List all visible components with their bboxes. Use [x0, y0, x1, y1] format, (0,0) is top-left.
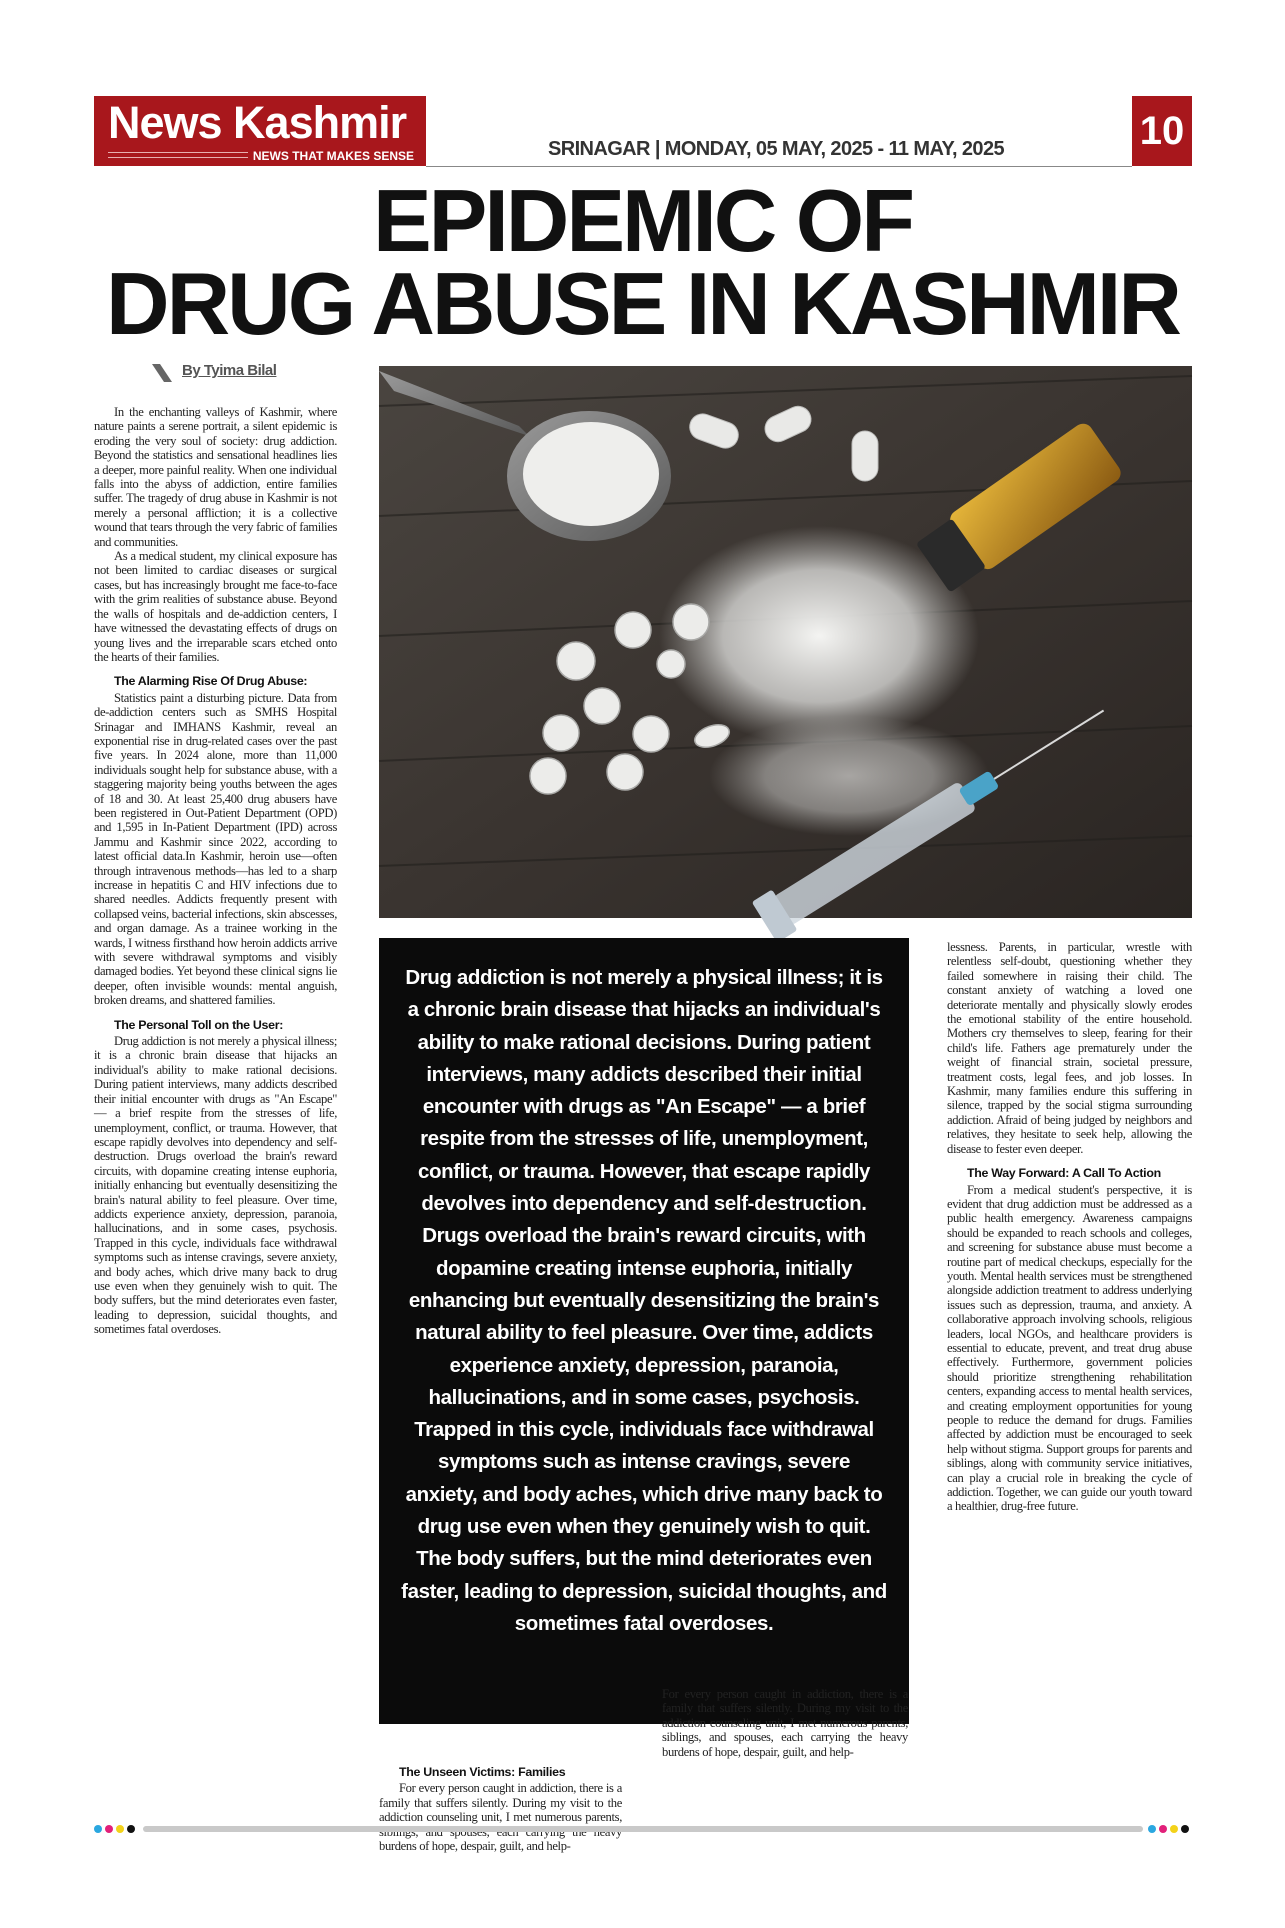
logo-tagline: NEWS THAT MAKES SENSE	[252, 149, 414, 163]
section-heading: The Unseen Victims: Families	[399, 1765, 566, 1779]
article-column-left	[94, 405, 337, 1815]
logo-rule	[108, 157, 248, 158]
paragraph: Drug addiction is not merely a physical illness; it is a chronic brain disease that hijacks an individual's ability to make rational decisions. During patient interviews, many addicts described their initial encounter with drugs as "An Escape" — a brief respite from the stresses of life, unemployment, conflict, or trauma. However, that escape rapidly devolves into dependency and self-destruction. Drugs overload the brain's reward circuits, with dopamine creating intense euphoria, initially enhancing but eventually desensitizing the brain's natural ability to feel pleasure. Over time, addicts experience anxiety, depression, paranoia, hallucinations, and in some cases, psychosis. Trapped in this cycle, individuals face withdrawal symptoms such as intense cravings, severe anxiety, and body aches, which drive many back to drug use even when they genuinely wish to quit. The body suffers, but the mind deteriorates even faster, leading to depression, suicidal thoughts, and sometimes fatal overdoses.	[94, 1034, 337, 1337]
headline-line-1: EPIDEMIC OF	[372, 171, 913, 270]
headline-line-2: DRUG ABUSE IN KASHMIR	[106, 254, 1179, 353]
section-heading: The Way Forward: A Call To Action	[967, 1166, 1161, 1181]
logo-rule	[108, 152, 248, 153]
paragraph: From a medical student's perspective, it is evident that drug addiction must be addressed as a public health emergency. Awareness campaigns should be expanded to reach schools and colleges, and screening for substance abuse must become a routine part of medical checkups, especially for the youth. Mental health services must be strengthened alongside addiction treatment to address underlying issues such as depression, trauma, and anxiety. A collaborative approach involving schools, religious leaders, local NGOs, and healthcare providers is essential to educate, prevent, and treat drug abuse effectively. Furthermore, government policies should prioritize strengthening rehabilitation centers, expanding access to mental health services, and creating employment opportunities for young people to reduce the demand for drugs. Families affected by addiction must be encouraged to seek help without stigma. Support groups for parents and siblings, along with community service initiatives, can play a crucial role in breaking the cycle of addiction. Together, we can guide our youth toward a healthier, drug-free future.	[947, 1182, 1192, 1514]
section-heading: The Personal Toll on the User:	[114, 1017, 284, 1032]
paragraph: Statistics paint a disturbing picture. Data from de-addiction centers such as SMHS Hospital Srinagar and IMHANS Kashmir, reveal an exponential rise in drug-related cases over the past five years. In 2024 alone, more than 11,000 individuals sought help for substance abuse, with a staggering majority being youths between the ages of 18 and 30. At least 25,400 drug abusers have been registered in Out-Patient Department (OPD) and 1,595 in In-Patient Department (IPD) across Jammu and Kashmir since 2022, according to latest official data.In Kashmir, heroin use—often through intravenous methods—has led to a sharp increase in hepatitis C and HIV infections due to shared needles. Addicts frequently present with collapsed veins, bacterial infections, skin abscesses, and organ damage. As a trainee working in the wards, I witness firsthand how heroin addicts arrive with severe withdrawal symptoms and visibly damaged bodies. Yet beyond these clinical signs lie deeper, often invisible wounds: mental anguish, broken dreams, and shattered families.	[94, 690, 337, 1008]
byline[interactable]: By Tyima Bilal	[182, 362, 277, 379]
registration-dot	[1159, 1825, 1167, 1833]
pull-quote-text: Drug addiction is not merely a physical illness; it is a chronic brain disease that hijacks an individual's ability to make rational decisions. During patient interviews, many addicts described their initial encounter with drugs as "An Escape" — a brief respite from the stresses of life, unemployment, conflict, or trauma. However, that escape rapidly devolves into dependency and self-destruction. Drugs overload the brain's reward circuits, with dopamine creating intense euphoria, initially enhancing but eventually desensitizing the brain's natural ability to feel pleasure. Over time, addicts experience anxiety, depression, paranoia, hallucinations, and in some cases, psychosis. Trapped in this cycle, individuals face withdrawal symptoms such as intense cravings, severe anxiety, and body aches, which drive many back to drug use even when they genuinely wish to quit. The body suffers, but the mind deteriorates even faster, leading to depression, suicidal thoughts, and sometimes fatal overdoses.	[401, 966, 887, 1635]
footer-bar	[143, 1826, 1143, 1832]
masthead-logo[interactable]	[94, 96, 426, 166]
pull-quote	[379, 938, 909, 1724]
paragraph: In the enchanting valleys of Kashmir, where nature paints a serene portrait, a silent epidemic is eroding the very soul of society: drug addiction. Beyond the statistics and sensational headlines lies a deeper, more painful reality. When one individual falls into the abyss of addiction, entire families suffer. The tragedy of drug abuse in Kashmir is not merely a personal affliction; it is a collective wound that tears through the very fabric of families and communities.	[94, 405, 337, 549]
registration-dot	[94, 1825, 102, 1833]
article-column-right	[947, 940, 1192, 1820]
registration-dot	[105, 1825, 113, 1833]
article-column-bottom-a	[379, 1765, 622, 1854]
dateline: SRINAGAR | MONDAY, 05 MAY, 2025 - 11 MAY, 2025	[548, 138, 1004, 160]
header-divider	[426, 166, 1132, 167]
registration-dot	[1148, 1825, 1156, 1833]
paragraph: lessness. Parents, in particular, wrestle with relentless self-doubt, questioning whether they failed somewhere in raising their child. The constant anxiety of watching a loved one deteriorate mentally and physically slowly erodes the emotional stability of the entire household. Mothers cry themselves to sleep, fearing for their child's life. Fathers age prematurely under the weight of financial strain, societal pressure, treatment costs, legal fees, and job losses. In Kashmir, many families endure this suffering in silence, trapped by the social stigma surrounding addiction. Afraid of being judged by neighbors and relatives, they hesitate to seek help, allowing the disease to fester even deeper.	[947, 940, 1192, 1156]
registration-dot	[116, 1825, 124, 1833]
pen-icon	[152, 362, 174, 384]
section-heading: The Alarming Rise Of Drug Abuse:	[114, 674, 308, 689]
registration-dot	[127, 1825, 135, 1833]
paragraph: As a medical student, my clinical exposure has not been limited to cardiac diseases or surgical cases, but has increasingly brought me face-to-face with the grim realities of substance abuse. Beyond the walls of hospitals and de-addiction centers, I have witnessed the devastating effects of drugs on young lives and the irreparable scars etched onto the hearts of their families.	[94, 549, 337, 664]
page-number: 10	[1132, 96, 1192, 166]
logo-name: News Kashmir	[108, 97, 407, 148]
paragraph-continued: For every person caught in addiction, there is a family that suffers silently. During my visit to the addiction counseling unit, I met numerous parents, siblings, and spouses, each carrying the heavy burdens of hope, despair, guilt, and help-	[662, 1687, 908, 1759]
registration-dot	[1181, 1825, 1189, 1833]
registration-dot	[1170, 1825, 1178, 1833]
drugs-photo	[379, 366, 1192, 918]
article-column-bottom-b	[662, 1687, 908, 1825]
paragraph: For every person caught in addiction, there is a family that suffers silently. During my visit to the addiction counseling unit, I met numerous parents, burdens of hope, despair, guilt, and help-	[379, 1781, 622, 1854]
